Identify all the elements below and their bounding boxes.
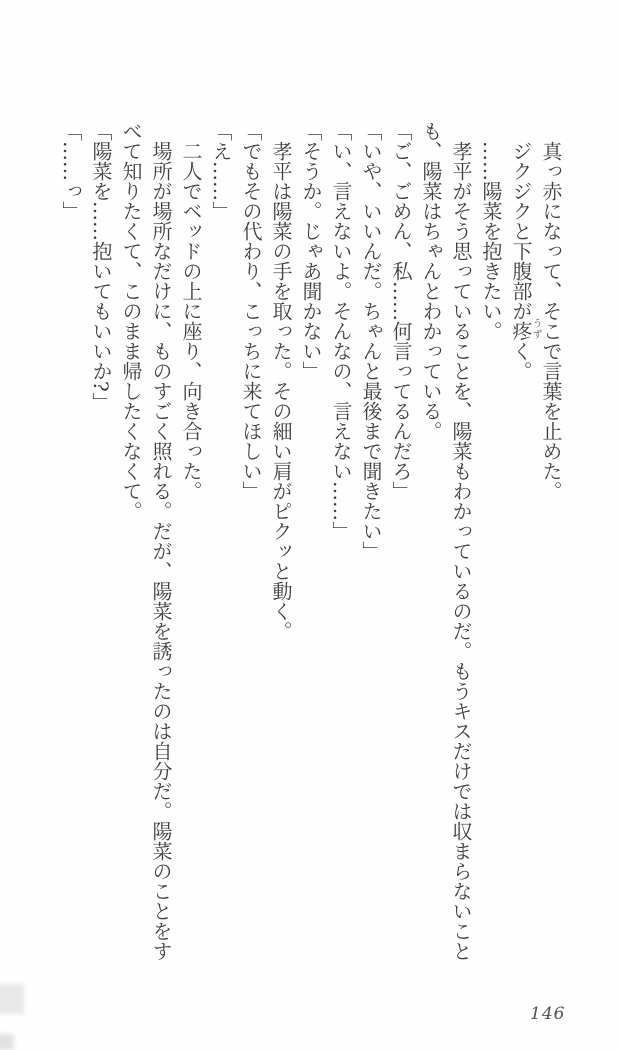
text-column: 「い、言えないよ。そんなの、言えない……」 bbox=[329, 121, 353, 541]
text-column: 二人でベッドの上に座り、向き合った。 bbox=[179, 141, 203, 501]
furigana-annotation: うず bbox=[530, 318, 541, 340]
text-column: ……陽菜を抱きたい。 bbox=[479, 141, 503, 341]
text-column: 「陽菜を……抱いてもいいか?」 bbox=[89, 121, 113, 412]
text-column: 「そうか。じゃあ聞かない」 bbox=[299, 121, 323, 381]
scan-smudge bbox=[0, 984, 24, 1014]
text-column: 「でもその代わり、こっちに来てほしい」 bbox=[239, 121, 263, 501]
text-column: 「ご、ごめん、私……何言ってるんだろ」 bbox=[389, 121, 413, 501]
text-column: 場所が場所なだけに、ものすごく照れる。だが、陽菜を誘ったのは自分だ。陽菜のことをす bbox=[149, 141, 173, 961]
text-column: 孝平は陽菜の手を取った。その細い肩がピクッと動く。 bbox=[269, 141, 293, 641]
page-number: 146 bbox=[530, 1004, 566, 1024]
text-column: 「いや、いいんだ。ちゃんと最後まで聞きたい」 bbox=[359, 121, 383, 561]
text-column: 「え……」 bbox=[209, 121, 233, 221]
page-text bbox=[56, 121, 566, 965]
text-column: も、陽菜はちゃんとわかっている。 bbox=[419, 121, 443, 441]
text-column: 「……っ」 bbox=[59, 121, 83, 221]
scan-smudge bbox=[0, 1034, 14, 1050]
text-column: 孝平がそう思っていることを、陽菜もわかっているのだ。もうキスだけでは収まらないこと bbox=[449, 141, 473, 961]
text-column: べて知りたくて、このまま帰したくなくて。 bbox=[119, 121, 143, 521]
text-column: ジクジクと下腹部が疼く。 bbox=[509, 141, 533, 381]
text-column: 真っ赤になって、そこで言葉を止めた。 bbox=[539, 141, 563, 501]
